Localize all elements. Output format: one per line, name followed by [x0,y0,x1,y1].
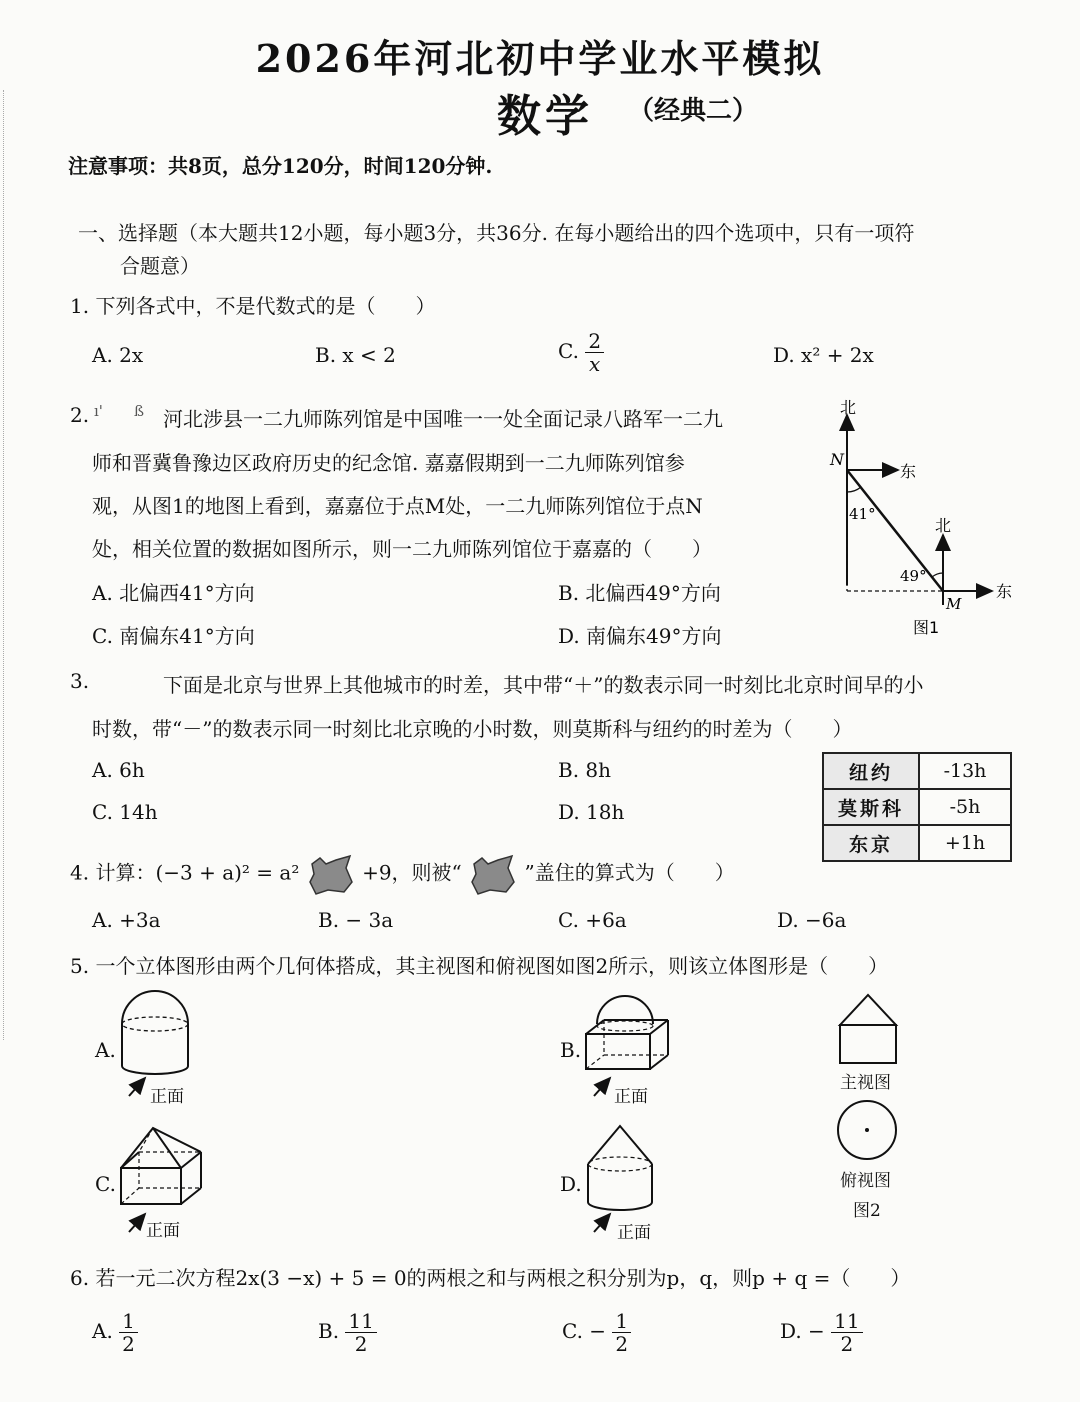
q1-c-denominator: x [589,352,601,376]
table-row [823,825,1011,861]
notice-line: 注意事项：共8页，总分120分，时间120分钟. [68,154,493,178]
q3-number: 3. [70,669,90,693]
q6-c-label: C. − [562,1319,607,1343]
q6-a-denominator: 2 [122,1332,135,1356]
q2-line-4: 处，相关位置的数据如图所示，则一二九师陈列馆位于嘉嘉的（ ） [92,537,712,561]
main-view-label: 主视图 [840,1073,891,1093]
label-angle-41: 41° [849,505,876,523]
q6-option-c [562,1310,631,1355]
q1-option-a: A. 2x [92,343,144,367]
q6-b-label: B. [318,1319,340,1343]
q2-scan-mark-2: ß [134,402,145,420]
q1-option-c-fraction [585,330,604,375]
q2-line-1: 河北涉县一二九师陈列馆是中国唯一一处全面记录八路军一二九 [163,407,723,431]
q5-c-front-label: 正面 [146,1221,180,1241]
q5-option-c-label: C. [95,1172,116,1196]
q3-option-d: D. 18h [558,800,625,824]
q3-line-1: 下面是北京与世界上其他城市的时差，其中带“＋”的数表示同一时刻比北京时间早的小 [163,673,924,697]
q6-a-numerator: 1 [119,1310,138,1333]
q2-option-c: C. 南偏东41°方向 [92,624,255,648]
q4-suffix: ”盖住的算式为（ ） [524,860,735,885]
top-view-figure [833,1098,903,1164]
label-east-2: 东 [996,582,1013,601]
q4-option-d: D. −6a [777,908,847,932]
subject-title: 数学 [497,91,593,142]
q6-a-fraction [119,1310,138,1355]
label-point-n: N [830,450,844,469]
city-cell: 莫斯科 [823,789,919,825]
q5-option-a-label: A. [95,1038,116,1062]
table-row [823,789,1011,825]
q2-option-a: A. 北偏西41°方向 [92,581,255,605]
diff-cell: -13h [919,753,1011,789]
q1-option-d: D. x² + 2x [773,343,874,367]
label-north-1: 北 [840,398,857,417]
q5-d-front-label: 正面 [617,1223,651,1243]
q2-option-b: B. 北偏西49°方向 [558,581,721,605]
top-view-label: 俯视图 [840,1171,891,1191]
q4-option-a: A. +3a [92,908,161,932]
q2-option-d: D. 南偏东49°方向 [558,624,722,648]
q4-prefix: 4. 计算：(−3 + a)² = a² [70,860,300,885]
q6-c-fraction [612,1310,631,1355]
angle-arc-49 [932,573,943,577]
figure-1-caption: 图1 [913,618,940,637]
q6-c-denominator: 2 [615,1332,629,1356]
scan-edge [3,90,7,1040]
table-row [823,753,1011,789]
figure-1-diagram [820,395,1040,645]
section-heading-cont: 合题意） [120,254,200,278]
q6-d-denominator: 2 [840,1332,854,1356]
q5-a-front-label: 正面 [150,1087,184,1107]
angle-arc-41 [847,487,861,492]
label-angle-49: 49° [900,567,927,585]
diff-cell: -5h [919,789,1011,825]
q6-b-numerator: 11 [345,1310,376,1333]
ink-blot-icon [306,852,356,896]
main-view-figure [830,990,910,1070]
q6-c-numerator: 1 [612,1310,631,1333]
timezone-table [822,752,1012,862]
q1-c-numerator: 2 [585,330,604,353]
label-north-2: 北 [935,516,952,535]
exam-title: 2026年河北初中学业水平模拟 [255,36,825,81]
q3-line-2: 时数，带“－”的数表示同一时刻比北京晚的小时数，则莫斯科与纽约的时差为（ ） [92,717,853,741]
q6-stem: 6. 若一元二次方程2x(3 −x) + 5 = 0的两根之和与两根之积分别为p，q，则p + q =（ ） [70,1266,911,1290]
q6-d-label: D. − [780,1319,825,1343]
q1-option-b: B. x < 2 [315,343,396,367]
q1-option-c [558,330,604,375]
figure-2-caption: 图2 [853,1201,881,1221]
ink-blot-icon [468,852,518,896]
city-cell: 纽约 [823,753,919,789]
q4-option-c: C. +6a [558,908,627,932]
q1-stem: 1. 下列各式中，不是代数式的是（ ） [70,294,436,318]
q3-option-b: B. 8h [558,758,612,782]
q2-line-3: 观，从图1的地图上看到，嘉嘉位于点M处，一二九师陈列馆位于点N [92,494,703,518]
q6-option-d [780,1310,863,1355]
label-point-m: M [946,595,962,613]
q6-d-numerator: 11 [831,1310,862,1333]
section-heading: 一、选择题（本大题共12小题，每小题3分，共36分. 在每小题给出的四个选项中，只有一项符 [78,221,915,245]
q6-a-label: A. [92,1319,113,1343]
line-nm [847,470,943,591]
edition-label: （经典二） [628,96,759,126]
q4-option-b: B. − 3a [318,908,394,932]
q5-option-b-label: B. [560,1038,582,1062]
q2-number: 2. [70,403,90,427]
q6-b-denominator: 2 [354,1332,368,1356]
q1-option-c-label: C. [558,339,579,363]
q5-b-front-label: 正面 [614,1087,648,1107]
q4-stem [70,852,735,896]
q4-mid: +9，则被“ [362,860,462,885]
q3-option-c: C. 14h [92,800,158,824]
q6-option-b [318,1310,377,1355]
q6-d-fraction [831,1310,862,1355]
city-cell: 东京 [823,825,919,861]
diff-cell: +1h [919,825,1011,861]
q5-option-d-label: D. [560,1172,582,1196]
q6-b-fraction [345,1310,376,1355]
label-east-1: 东 [900,462,917,481]
q2-scan-mark-1: ı' [94,402,103,420]
q3-option-a: A. 6h [92,758,145,782]
q2-line-2: 师和晋冀鲁豫边区政府历史的纪念馆. 嘉嘉假期到一二九师陈列馆参 [92,451,685,475]
q6-option-a [92,1310,138,1355]
q5-stem: 5. 一个立体图形由两个几何体搭成，其主视图和俯视图如图2所示，则该立体图形是（ ） [70,954,889,978]
